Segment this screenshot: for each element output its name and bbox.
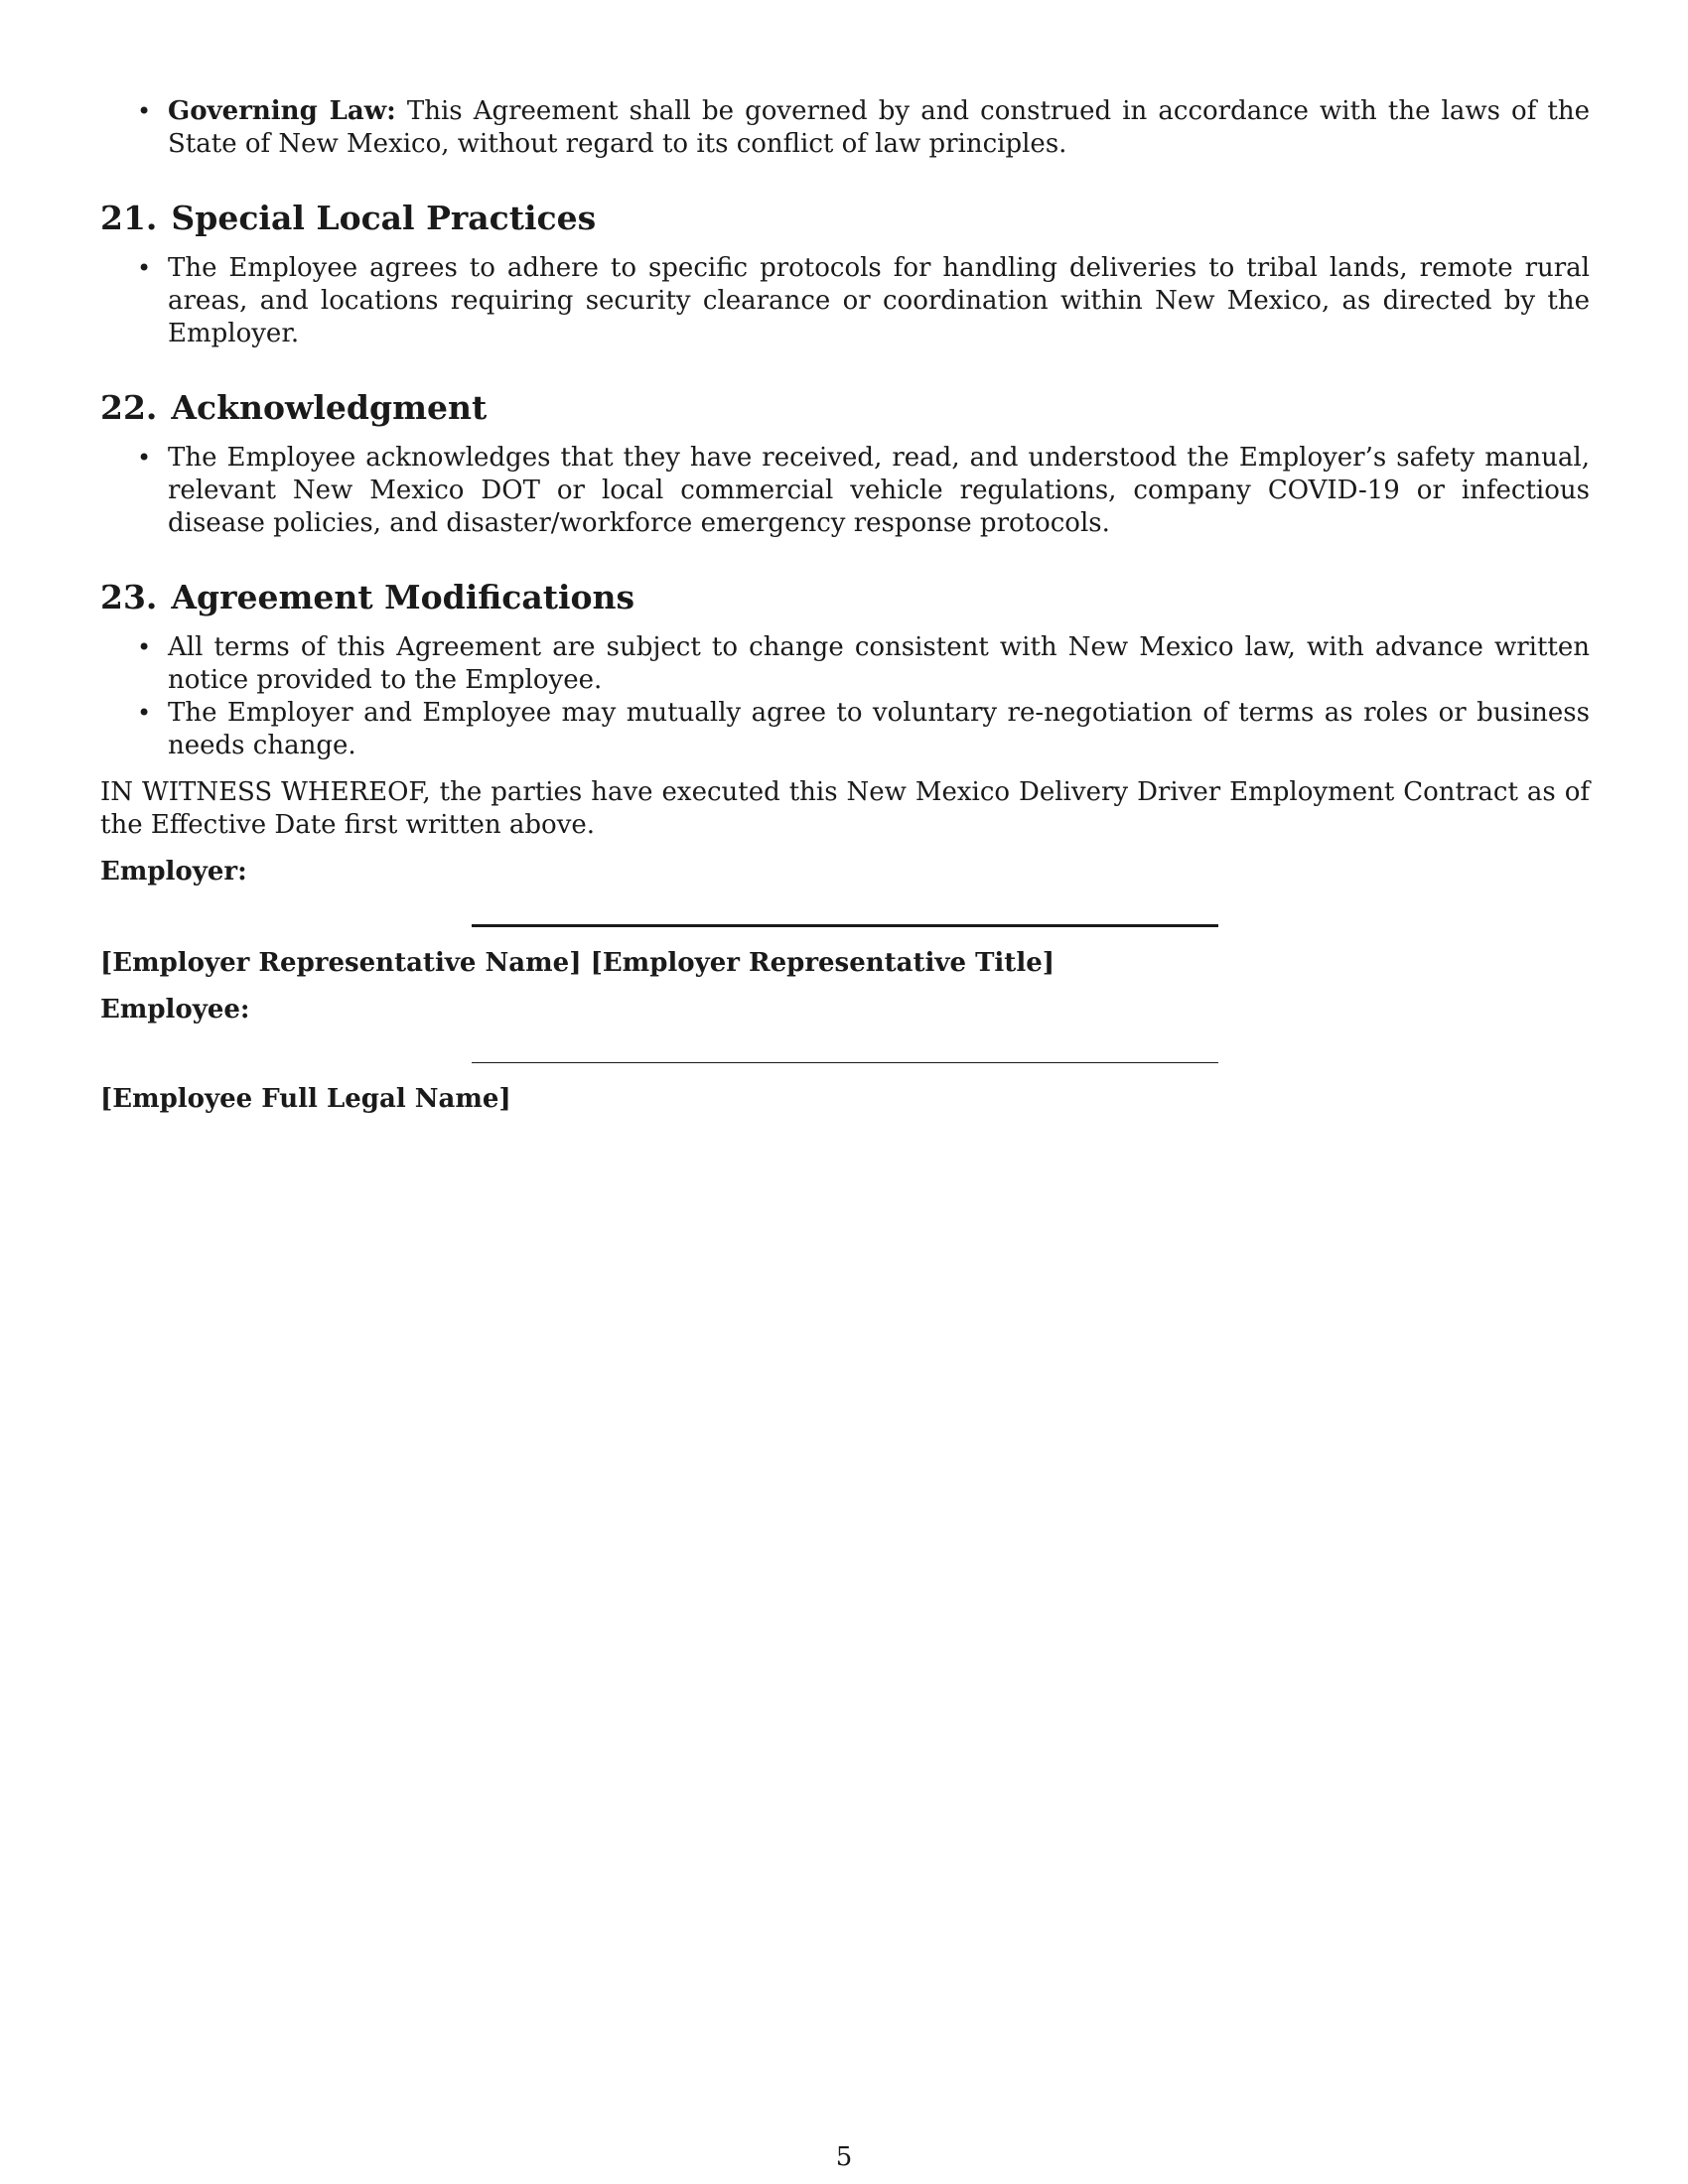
section-heading (100, 199, 1590, 238)
governing-law-text: This Agreement shall be governed by and construed in accordance with the laws of the State of New Mexico, without regard to its conflict of law principles. (168, 96, 1591, 159)
governing-law-lead: Governing Law: (168, 96, 396, 126)
employee-name: [Employee Full Legal Name] (100, 1084, 511, 1114)
list-item: • All terms of this Agreement are subject to change consistent with New Mexico law, with advance written notice provided to the Employee. (100, 631, 1590, 697)
section-bullets (100, 252, 1590, 350)
section-heading (100, 578, 1590, 617)
section-23 (100, 578, 1590, 762)
section-title: Agreement Modifications (171, 578, 635, 616)
section-heading (100, 388, 1590, 428)
section-number: 23. (100, 578, 158, 616)
section-bullets (100, 631, 1590, 762)
employer-label: Employer: (100, 857, 247, 887)
list-item: • The Employee agrees to adhere to specific protocols for handling deliveries to tribal lands, remote rural areas, and locations requiring security clearance or coordination within New Mexico, as directed by the Employer. (100, 252, 1590, 350)
governing-law-item (100, 95, 1590, 161)
employer-rep-name: [Employer Representative Name] (100, 948, 582, 978)
section-bullets (100, 442, 1590, 540)
employer-rep-title: [Employer Representative Title] (590, 948, 1055, 978)
employer-representative (100, 947, 1590, 980)
document-page (100, 95, 1590, 1116)
employee-signature-line (472, 1062, 1218, 1063)
employee-label: Employee: (100, 995, 250, 1024)
section-number: 22. (100, 388, 158, 427)
list-item: • The Employer and Employee may mutually agree to voluntary re-negotiation of terms as roles or business needs change. (100, 697, 1590, 762)
section-number: 21. (100, 199, 158, 237)
section-22 (100, 388, 1590, 540)
witness-paragraph: IN WITNESS WHEREOF, the parties have executed this New Mexico Delivery Driver Employment Contract as of the Effective Date first written above. (100, 777, 1590, 840)
employer-signature-line (472, 924, 1218, 927)
section-21 (100, 199, 1590, 350)
list-item: • The Employee acknowledges that they have received, read, and understood the Employer’s safety manual, relevant New Mexico DOT or local commercial vehicle regulations, company COVID-19 or infectious disease policies, and disaster/workforce emergency response protocols. (100, 442, 1590, 540)
section-title: Acknowledgment (171, 388, 488, 427)
page-number: 5 (835, 2142, 853, 2172)
governing-law-list (100, 95, 1590, 161)
section-title: Special Local Practices (171, 199, 597, 237)
